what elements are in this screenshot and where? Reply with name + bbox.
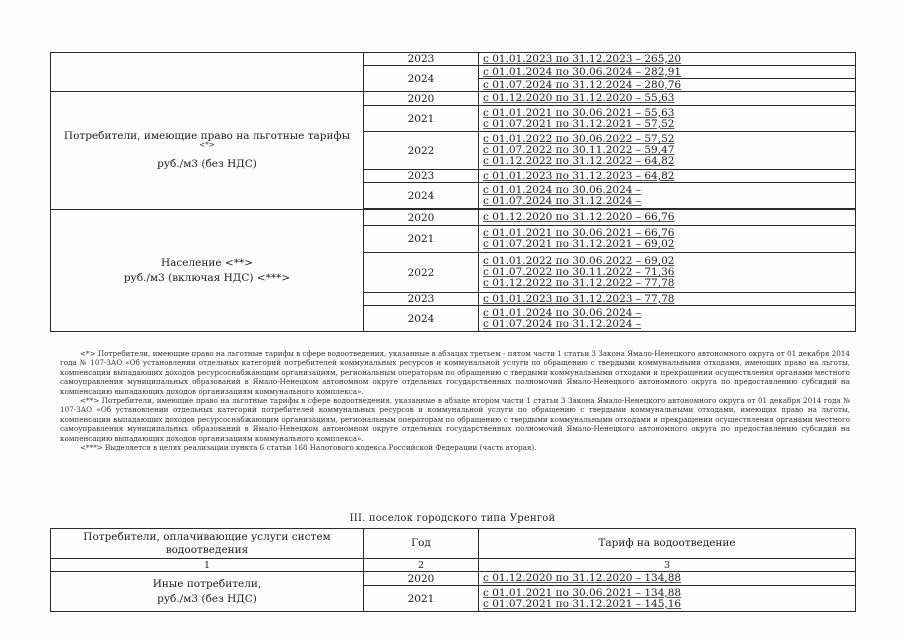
- footnotes: [60, 349, 850, 452]
- tariff-table-urengoy: [50, 528, 856, 612]
- category-unit: руб./м3 (без НДС): [157, 592, 257, 605]
- year-cell: 2024: [364, 66, 479, 92]
- column-number: 3: [479, 559, 856, 572]
- tariff-cell: с 01.01.2021 по 30.06.2021 – 134,88 с 01.07.2021 по 31.12.2021 – 145,16: [479, 586, 856, 612]
- year-cell: 2023: [364, 170, 479, 183]
- category-label: Потребители, имеющие право на льготные тарифы: [63, 130, 351, 143]
- column-header-consumers: Потребители, оплачивающие услуги систем водоотведения: [51, 529, 364, 559]
- table-row: [51, 572, 856, 586]
- table-row: [51, 92, 856, 106]
- category-unit: руб./м3 (включая НДС) <***>: [123, 271, 291, 284]
- column-number: 2: [364, 559, 479, 572]
- column-number: 1: [51, 559, 364, 572]
- tariff-cell: с 01.07.2024 по 31.12.2024 – 280,76: [479, 79, 856, 92]
- table-row: [51, 210, 856, 226]
- table-header-row: [51, 529, 856, 559]
- category-cell-naselenie: [51, 210, 364, 332]
- year-cell: 2022: [364, 132, 479, 170]
- year-cell: 2021: [364, 586, 479, 612]
- category-label: Население <**>: [160, 256, 254, 269]
- category-cell-lgot: [51, 92, 364, 210]
- tariff-cell: с 01.01.2022 по 30.06.2022 – 57,52 с 01.07.2022 по 30.11.2022 – 59,47 с 01.12.2022 по 31.12.2022 – 64,82: [479, 132, 856, 170]
- year-cell: 2020: [364, 210, 479, 226]
- tariff-cell: с 01.01.2024 по 30.06.2024 – с 01.07.2024 по 31.12.2024 –: [479, 183, 856, 209]
- tariff-cell: с 01.01.2021 по 30.06.2021 – 55,63 с 01.07.2021 по 31.12.2021 – 57,52: [479, 106, 856, 132]
- year-cell: 2024: [364, 306, 479, 332]
- category-cell-other: [51, 572, 364, 612]
- tariff-cell: с 01.01.2024 по 30.06.2024 – 282,91: [479, 66, 856, 79]
- section-title: III. поселок городского типа Уренгой: [349, 513, 556, 524]
- table-number-row: [51, 559, 856, 572]
- year-cell: 2020: [364, 572, 479, 586]
- category-cell-previous: [51, 53, 364, 92]
- year-cell: 2022: [364, 253, 479, 293]
- tariff-cell: с 01.01.2023 по 31.12.2023 – 265,20: [479, 53, 856, 66]
- tariff-table-continued: [50, 52, 856, 332]
- tariff-cell: с 01.12.2020 по 31.12.2020 – 55,63: [479, 92, 856, 106]
- column-header-tariff: Тариф на водоотведение: [479, 529, 856, 559]
- year-cell: 2021: [364, 106, 479, 132]
- tariff-cell: с 01.01.2023 по 31.12.2023 – 64,82: [479, 170, 856, 183]
- footnote-marker: <*>: [199, 141, 215, 149]
- year-cell: 2020: [364, 92, 479, 106]
- tariff-cell: с 01.01.2023 по 31.12.2023 – 77,78: [479, 293, 856, 306]
- category-unit: руб./м3 (без НДС): [157, 158, 257, 170]
- tariff-cell: с 01.01.2022 по 30.06.2022 – 69,02 с 01.07.2022 по 30.11.2022 – 71,36 с 01.12.2022 по 31.12.2022 – 77,78: [479, 253, 856, 293]
- tariff-cell: с 01.12.2020 по 31.12.2020 – 66,76: [479, 210, 856, 226]
- category-label: Иные потребители,: [152, 578, 262, 590]
- year-cell: 2023: [364, 293, 479, 306]
- tariff-cell: с 01.01.2021 по 30.06.2021 – 66,76 с 01.07.2021 по 31.12.2021 – 69,02: [479, 226, 856, 253]
- footnote-1: <*> Потребители, имеющие право на льготные тарифы в сфере водоотведения, указанные в абзацах третьем - пятом части 1 статьи 3 Закона Ямало-Ненецкого автономного округа от 01 декабря 2014 года № 107-ЗАО «Об установлении отдельных категорий потребителей коммунальных ресурсов и коммунальной услуги по обращению с твердыми коммунальными отходами, имеющих право на льготы, компенсации выпадающих доходов ресурсоснабжающим организациям, региональным операторам по обращению с твердыми коммунальными отходами и прекращении осуществления органами местного самоуправления муниципальных образований в Ямало-Ненецком автономном округе отдельных государственных полномочий Ямало-Ненецкого автономного округа по предоставлению субсидий на компенсацию выпадающих доходов организациям коммунального комплекса».: [60, 349, 850, 396]
- footnote-2: <**> Потребители, имеющие право на льготные тарифы в сфере водоотведения, указанные в абзаце втором части 1 статьи 3 Закона Ямало-Ненецкого автономного округа от 01 декабря 2014 года № 107-ЗАО «Об установлении отдельных категорий потребителей коммунальных ресурсов и коммунальной услуги по обращению с твердыми коммунальными отходами, имеющих право на льготы, компенсации выпадающих доходов ресурсоснабжающим организациям, региональным операторам по обращению с твердыми коммунальными отходами и прекращении осуществления органами местного самоуправления муниципальных образований в Ямало-Ненецком автономном округе отдельных государственных полномочий Ямало-Ненецкого автономного округа по предоставлению субсидий на компенсацию выпадающих доходов организациям коммунального комплекса».: [60, 396, 850, 443]
- tariff-cell: с 01.01.2024 по 30.06.2024 – с 01.07.2024 по 31.12.2024 –: [479, 306, 856, 332]
- table-row: [51, 53, 856, 66]
- column-header-year: Год: [364, 529, 479, 559]
- year-cell: 2023: [364, 53, 479, 66]
- year-cell: 2024: [364, 183, 479, 209]
- footnote-3: <***> Выделяется в целях реализации пункта 6 статьи 168 Налогового кодекса Российской Федерации (часть вторая).: [80, 443, 537, 453]
- tariff-cell: с 01.12.2020 по 31.12.2020 – 134,88: [479, 572, 856, 586]
- year-cell: 2021: [364, 226, 479, 253]
